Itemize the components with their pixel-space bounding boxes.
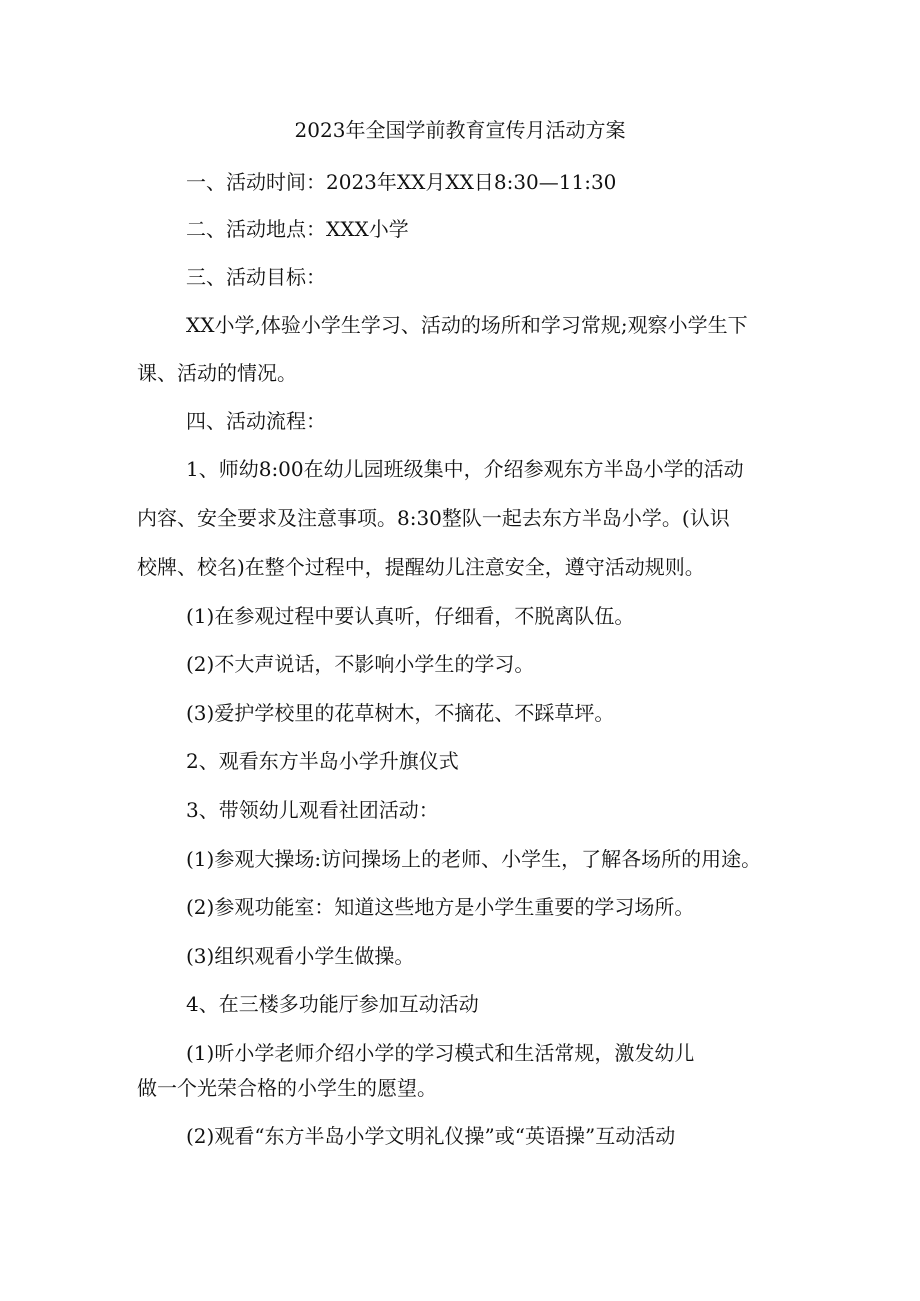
- paragraph-line: 1、师幼8:00在幼儿园班级集中，介绍参观东方半岛小学的活动: [186, 457, 744, 481]
- list-item: (2)参观功能室：知道这些地方是小学生重要的学习场所。: [186, 895, 695, 919]
- list-item: 2、观看东方半岛小学升旗仪式: [186, 749, 459, 773]
- list-item: (1)在参观过程中要认真听，仔细看，不脱离队伍。: [186, 604, 635, 628]
- paragraph-line: 课、活动的情况。: [137, 361, 297, 385]
- list-item: 3、带领幼儿观看社团活动：: [186, 798, 439, 822]
- list-item: 4、在三楼多功能厅参加互动活动: [186, 992, 479, 1016]
- list-item: (3)组织观看小学生做操。: [186, 944, 415, 968]
- list-item: (1)听小学老师介绍小学的学习模式和生活常规，激发幼儿: [186, 1041, 695, 1065]
- list-item: (3)爱护学校里的花草树木，不摘花、不踩草坪。: [186, 701, 615, 725]
- paragraph-line: 内容、安全要求及注意事项。8:30整队一起去东方半岛小学。(认识: [137, 506, 730, 530]
- section-activity-process-heading: 四、活动流程：: [186, 409, 326, 433]
- list-item: (1)参观大操场:访问操场上的老师、小学生，了解各场所的用途。: [186, 847, 762, 871]
- paragraph-line: XX小学,体验小学生学习、活动的场所和学习常规;观察小学生下: [186, 313, 748, 337]
- document-title: 2023年全国学前教育宣传月活动方案: [294, 118, 626, 142]
- section-activity-time: 一、活动时间：2023年XX月XX日8:30—11:30: [186, 170, 617, 194]
- list-item: (2)不大声说话，不影响小学生的学习。: [186, 652, 535, 676]
- paragraph-line: 做一个光荣合格的小学生的愿望。: [137, 1076, 437, 1100]
- section-activity-goal-heading: 三、活动目标：: [186, 265, 326, 289]
- section-activity-location: 二、活动地点：XXX小学: [186, 217, 409, 241]
- list-item: (2)观看“东方半岛小学文明礼仪操”或“英语操”互动活动: [186, 1124, 676, 1148]
- paragraph-line: 校牌、校名)在整个过程中，提醒幼儿注意安全，遵守活动规则。: [137, 555, 705, 579]
